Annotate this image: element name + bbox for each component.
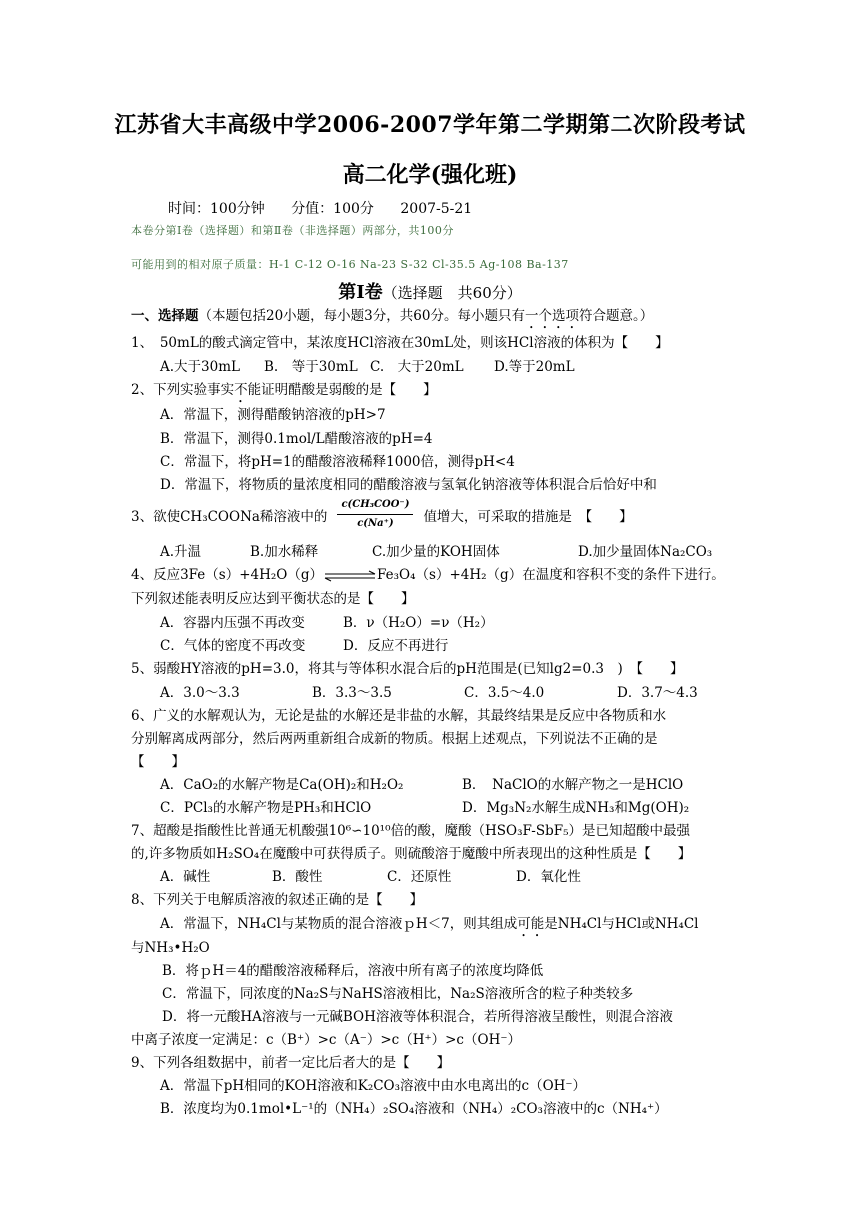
concentration-ratio: $\frac{\text{c(CH₃COO⁻)}}{c(Na^+)}$ [337, 496, 413, 533]
q4-stem-cont: 下列叙述能表明反应达到平衡状态的是【 】 [131, 591, 415, 607]
q6-stem-cont: 分别解离成两部分，然后两两重新组合成新的物质。根据上述观点，下列说法不正确的是 [131, 731, 658, 747]
q9-option-b: B．浓度均为0.1mol•L⁻¹的（NH₄）₂SO₄溶液和（NH₄）₂CO₃溶液中的c（NH₄⁺） [160, 1101, 668, 1117]
atomic-masses: 可能用到的相对原子质量：H-1 C-12 O-16 Na-23 S-32 Cl-35.5 Ag-108 Ba-137 [131, 258, 569, 271]
q1-option-d: D.等于20mL [494, 359, 575, 375]
q2-option-a: A．常温下，测得醋酸钠溶液的pH>7 [160, 407, 386, 423]
q8-option-c: C．常温下，同浓度的Na₂S与NaHS溶液相比，Na₂S溶液所含的粒子种类较多 [162, 986, 634, 1002]
q4-option-c: C．气体的密度不再改变 [160, 638, 306, 654]
exam-title: 江苏省大丰高级中学2006-2007学年第二学期第二次阶段考试 [114, 112, 746, 138]
q2-option-c: C．常温下，将pH=1的醋酸溶液稀释1000倍，测得pH<4 [160, 454, 515, 470]
exam-meta [168, 198, 494, 218]
q4-option-b: B．ν（H₂O）=ν（H₂） [343, 615, 494, 631]
q1-stem: 1、 50mL的酸式滴定管中，某浓度HCl溶液在30mL处，则该HCl溶液的体积为【 】 [131, 335, 669, 351]
exam-subtitle: 高二化学(强化班) [342, 162, 518, 188]
q1-option-b: B. 等于30mL [264, 359, 358, 375]
q9-option-a: A．常温下pH相同的KOH溶液和K₂CO₃溶液中由水电离出的c（OH⁻） [160, 1078, 587, 1094]
q5-option-d: D．3.7～4.3 [617, 685, 698, 701]
q5-option-b: B．3.3～3.5 [312, 685, 392, 701]
q6-option-b: B． NaClO的水解产物之一是HClO [462, 777, 684, 793]
q7-option-d: D．氧化性 [516, 869, 581, 885]
section-title: 第Ⅰ卷（选择题 共60分） [338, 282, 522, 303]
q2-option-b: B．常温下，测得0.1mol/L醋酸溶液的pH=4 [160, 431, 433, 447]
q7-option-c: C．还原性 [387, 869, 452, 885]
q2-option-d: D．常温下，将物质的量浓度相同的醋酸溶液与氢氧化钠溶液等体积混合后恰好中和 [160, 477, 657, 493]
q3-option-a: A.升温 [160, 544, 202, 560]
q1-option-a: A.大于30mL [160, 359, 240, 375]
q5-option-c: C．3.5～4.0 [464, 685, 545, 701]
q7-option-b: B．酸性 [272, 869, 323, 885]
q8-option-b: B．将ｐH＝4的醋酸溶液稀释后，溶液中所有离子的浓度均降低 [162, 963, 544, 979]
q5-option-a: A．3.0～3.3 [160, 685, 240, 701]
q4-option-d: D．反应不再进行 [343, 638, 449, 654]
part-heading: 一、选择题（本题包括20小题，每小题3分，共60分。每小题只有一个选项符合题意。） [131, 308, 654, 324]
exam-date: 2007-5-21 [400, 201, 473, 217]
q3-stem: 3、欲使CH₃COONa稀溶液中的 $\frac{\text{c(CH₃COO⁻)}}{c(Na^+)}$ 值增大，可采取的措施是 【 】 [131, 499, 633, 536]
q4-stem: 4、反应3Fe（s）+4H₂O（g） Fe₃O₄（s）+4H₂（g）在温度和容积不变的条件下进行。 [131, 567, 725, 583]
q9-stem: 9、下列各组数据中，前者一定比后者大的是【 】 [131, 1055, 451, 1071]
q6-option-d: D．Mg₃N₂水解生成NH₃和Mg(OH)₂ [462, 800, 690, 816]
q7-stem-cont: 的,许多物质如H₂SO₄在魔酸中可获得质子。则硫酸溶于魔酸中所表现出的这种性质是【 】 [131, 846, 692, 862]
q6-option-c: C．PCl₃的水解产物是PH₃和HClO [160, 800, 372, 816]
q6-answer-bracket: 【 】 [131, 754, 185, 770]
q3-option-d: D.加少量固体Na₂CO₃ [578, 544, 713, 560]
q2-stem: 2、下列实验事实不能证明醋酸是弱酸的是【 】 [131, 382, 437, 398]
q6-option-a: A．CaO₂的水解产物是Ca(OH)₂和H₂O₂ [160, 777, 404, 793]
q6-stem: 6、广义的水解观认为，无论是盐的水解还是非盐的水解，其最终结果是反应中各物质和水 [131, 708, 667, 724]
q8-option-d: D．将一元酸HA溶液与一元碱BOH溶液等体积混合，若所得溶液呈酸性，则混合溶液 [162, 1009, 673, 1025]
q8-option-d-cont: 中离子浓度一定满足：c（B⁺）>c（A⁻）>c（H⁺）>c（OH⁻） [131, 1032, 521, 1048]
exam-score: 分值：100分 [291, 201, 374, 217]
q1-option-c: C. 大于20mL [370, 359, 464, 375]
q8-stem: 8、下列关于电解质溶液的叙述正确的是【 】 [131, 892, 424, 908]
q8-option-a: A．常温下，NH₄Cl与某物质的混合溶液ｐH＜7，则其组成可能是NH₄Cl与HCl或NH₄Cl [160, 916, 699, 932]
exam-note: 本卷分第Ⅰ卷（选择题）和第Ⅱ卷（非选择题）两部分，共100分 [131, 224, 454, 237]
exam-time: 时间：100分钟 [168, 201, 265, 217]
q3-option-c: C.加少量的KOH固体 [372, 544, 500, 560]
equilibrium-arrow-icon [323, 570, 377, 582]
q7-stem: 7、超酸是指酸性比普通无机酸强10⁶∽10¹⁰倍的酸，魔酸（HSO₃F-SbF₅）是已知超酸中最强 [131, 823, 690, 839]
q5-stem: 5、弱酸HY溶液的pH=3.0，将其与等体积水混合后的pH范围是(已知lg2=0.3 ) 【 】 [131, 661, 684, 677]
q4-option-a: A．容器内压强不再改变 [160, 615, 305, 631]
q8-option-a-cont: 与NH₃•H₂O [131, 940, 210, 956]
q3-option-b: B.加水稀释 [250, 544, 319, 560]
q7-option-a: A．碱性 [160, 869, 211, 885]
